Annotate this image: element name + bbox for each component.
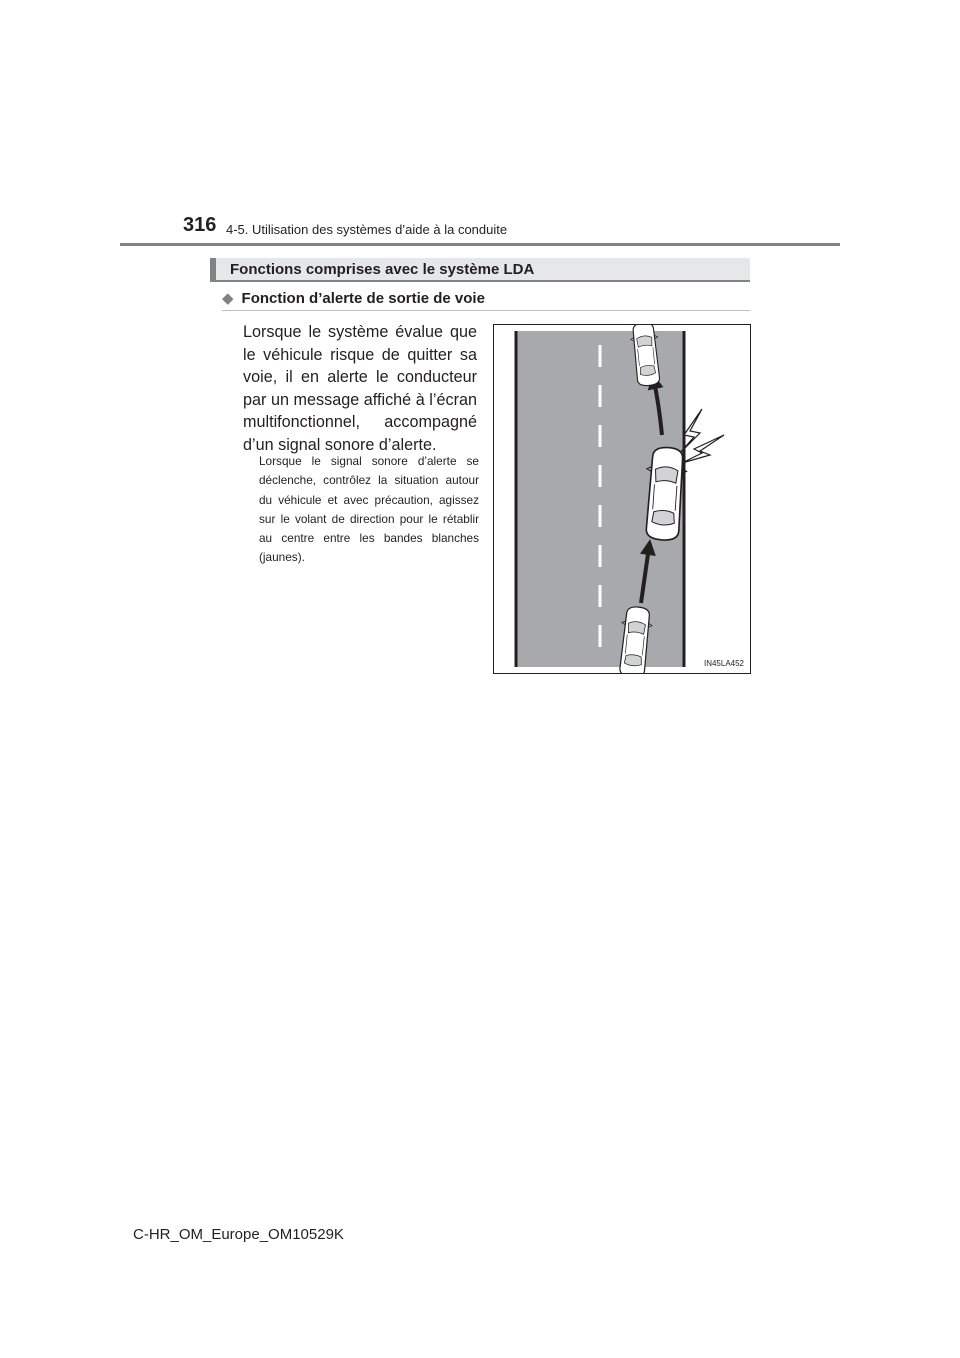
subsection-heading	[222, 289, 485, 307]
section-title: Fonctions comprises avec le système LDA	[230, 261, 535, 278]
subsection-rule	[222, 310, 750, 311]
page-number: 316	[183, 214, 217, 236]
subsection-title: Fonction d’alerte de sortie de voie	[241, 290, 485, 307]
road-diagram	[494, 325, 750, 673]
figure-code: IN45LA452	[703, 659, 744, 668]
footer-document-id: C-HR_OM_Europe_OM10529K	[133, 1226, 344, 1243]
note-paragraph: Lorsque le signal sonore d’alerte se déclenche, contrôlez la situation autour du véhicule et avec précaution, agissez sur le volant de direction pour le rétablir au centre entre les bandes blanches (jaunes).	[259, 454, 479, 565]
header-rule	[120, 243, 840, 246]
lane-departure-illustration	[493, 324, 751, 674]
section-bar	[210, 258, 750, 282]
body-paragraph: Lorsque le système évalue que le véhicule risque de quitter sa voie, il en alerte le conducteur par un message affiché à l’écran multifonctionnel, accompagné d’un signal sonore d’alerte.	[243, 323, 477, 454]
diamond-bullet-icon: ◆	[222, 290, 234, 307]
running-title: 4-5. Utilisation des systèmes d’aide à la conduite	[226, 222, 508, 237]
